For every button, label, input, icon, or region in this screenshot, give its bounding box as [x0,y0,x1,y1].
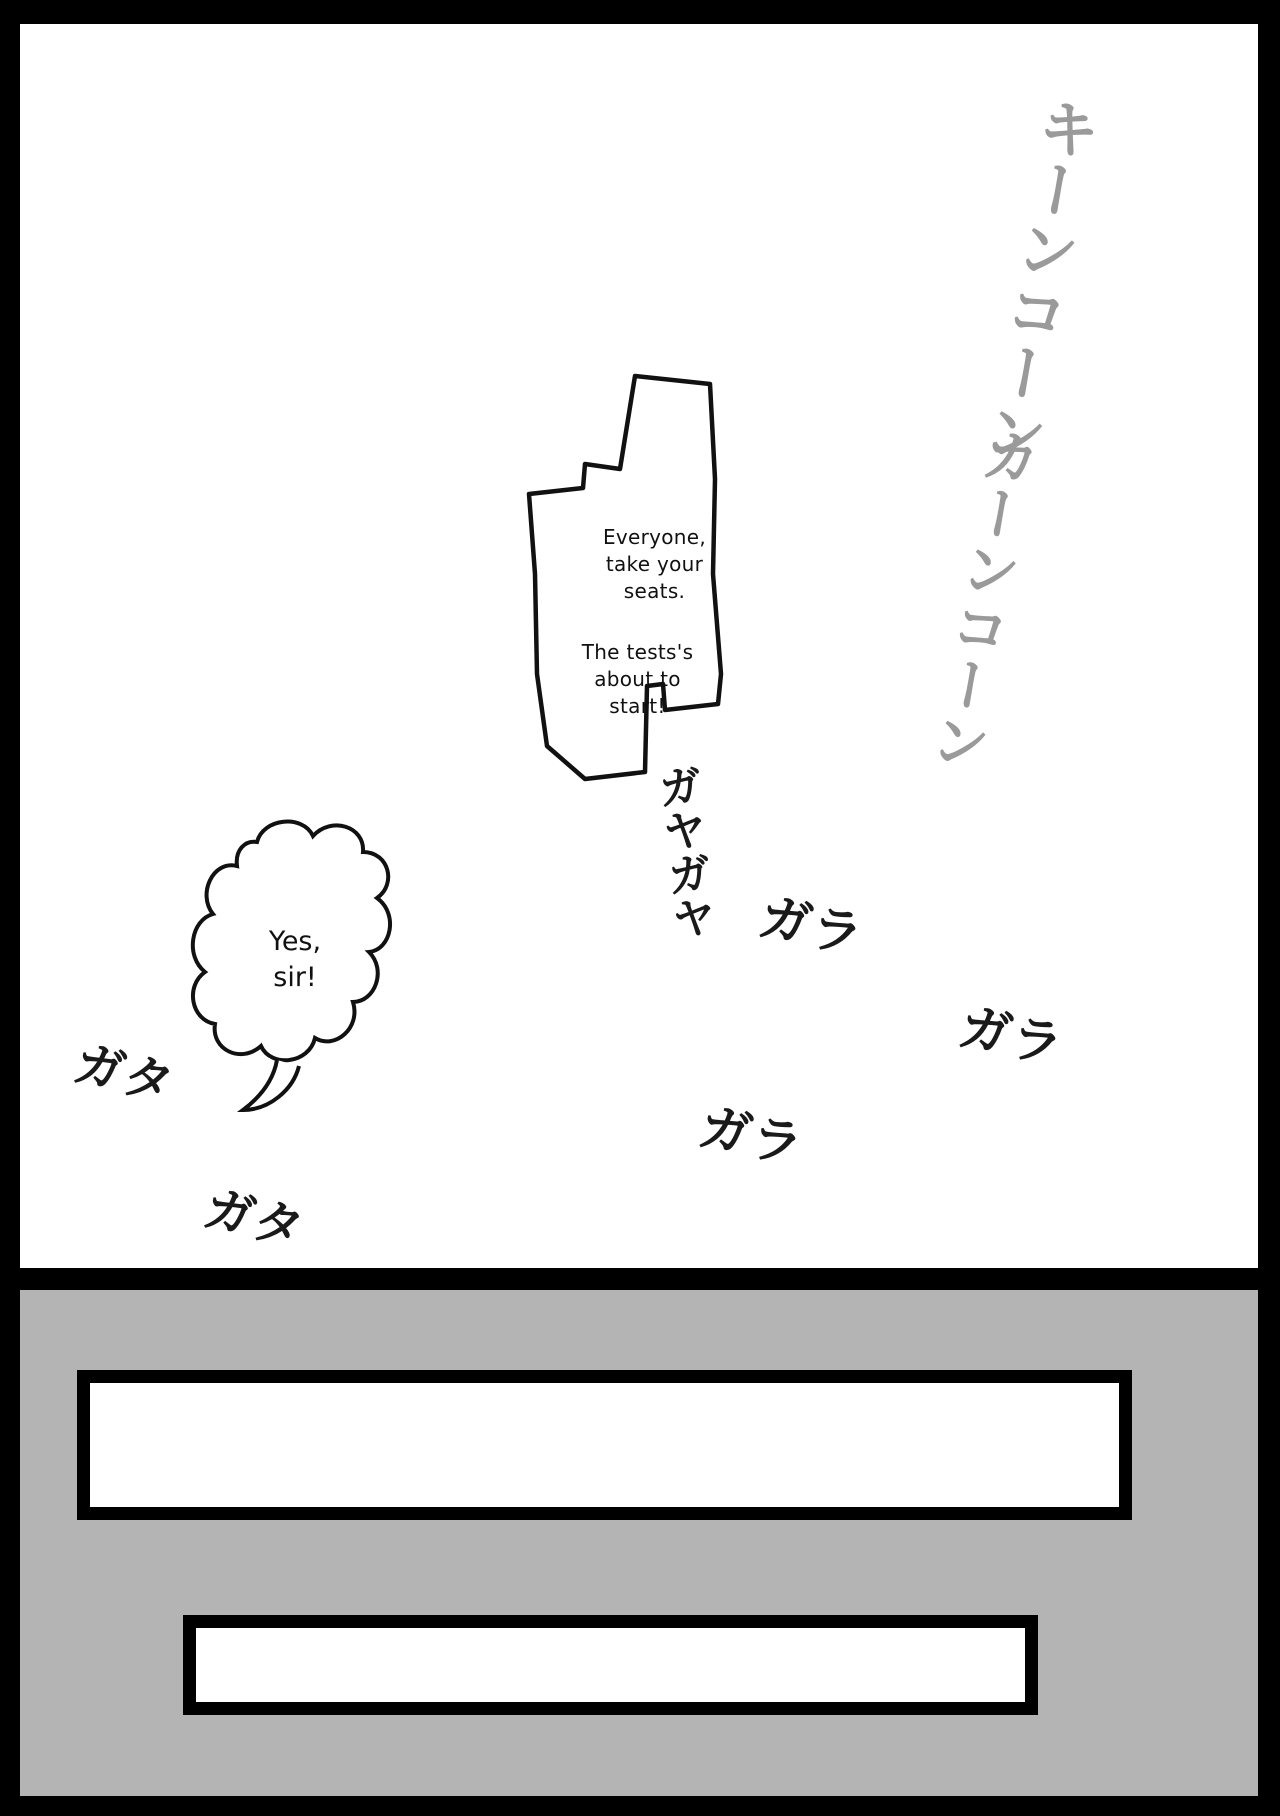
sfx-rattle-2: ガタ [198,1178,310,1260]
text-box-small[interactable] [183,1615,1038,1715]
sfx-slide-1: ガラ [753,886,868,968]
cloud-line-2: sir! [273,962,317,994]
text-box-large[interactable] [77,1370,1132,1520]
speech-balloon-cloud-text [200,924,390,997]
sfx-bell-2: カーンコーン [917,420,1045,776]
comic-panel-bottom [20,1290,1258,1796]
balloon-line-4: The tests's [581,640,694,664]
sfx-chatter: ガヤガヤ [647,761,718,943]
balloon-line-5: about to [594,667,681,691]
sfx-bell-1: キーンコーン [969,90,1106,470]
balloon-line-3: seats. [623,579,686,603]
comic-panel-top [20,24,1258,1268]
balloon-line-1: Everyone, [602,525,707,549]
sfx-rattle-1: ガタ [68,1033,180,1115]
balloon-line-2: take your [605,552,704,576]
sfx-slide-3: ガラ [693,1096,808,1178]
sfx-slide-2: ガラ [953,996,1068,1078]
cloud-line-1: Yes, [268,926,322,957]
speech-balloon-angular-text [525,524,750,720]
balloon-line-6: start! [609,694,666,718]
